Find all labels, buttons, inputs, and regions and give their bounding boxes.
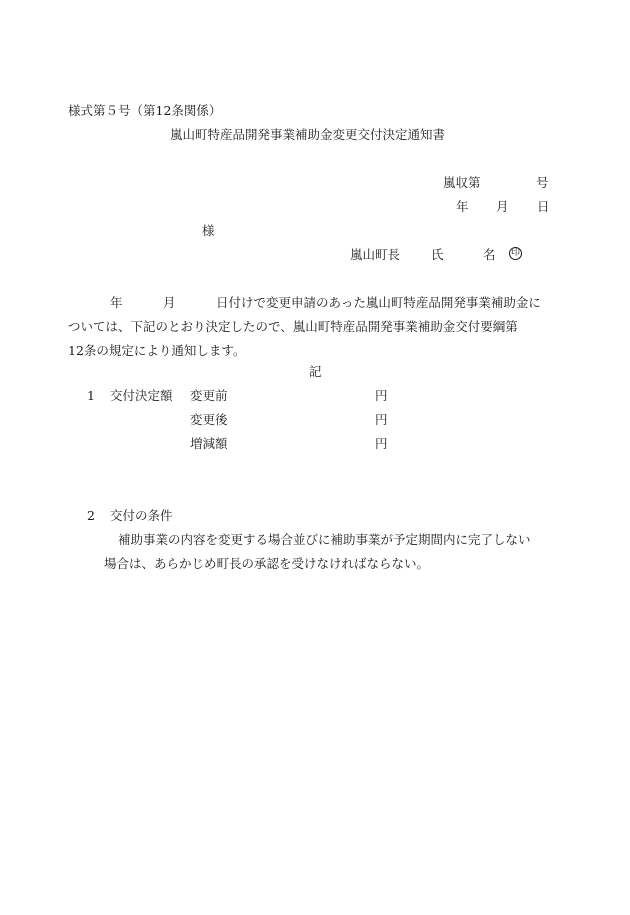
sender-mei: 名 (483, 247, 496, 262)
amount-before-unit: 円 (375, 388, 388, 403)
amount-before-label: 変更前 (190, 388, 228, 403)
item-1-number: 1 (87, 388, 95, 403)
sender-shi: 氏 (431, 247, 444, 262)
item-1-label: 交付決定額 (110, 388, 173, 403)
body-year: 年 (110, 295, 123, 310)
item-2-text-line1: 補助事業の内容を変更する場合並びに補助事業が予定期間内に完了しない (118, 532, 531, 547)
sender-title: 嵐山町長 (350, 247, 401, 262)
item-2-label: 交付の条件 (110, 508, 173, 523)
amount-after-unit: 円 (375, 412, 388, 427)
item-2-text-line2: 場合は、あらかじめ町長の承認を受けなければならない。 (104, 556, 430, 571)
date-day: 日 (537, 199, 550, 214)
ki-heading: 記 (309, 364, 322, 379)
body-line3: 12条の規定により通知します。 (68, 343, 246, 358)
amount-after-label: 変更後 (190, 412, 228, 427)
doc-number-prefix: 嵐収第 (443, 175, 481, 190)
addressee-suffix: 様 (202, 223, 215, 238)
amount-diff-label: 増減額 (190, 436, 228, 451)
seal-mark: 印 (510, 248, 520, 258)
body-line1-rest: 日付けで変更申請のあった嵐山町特産品開発事業補助金に (216, 295, 541, 310)
doc-number-suffix: 号 (536, 175, 549, 190)
form-label: 様式第５号（第12条関係） (68, 103, 222, 118)
date-year: 年 (456, 199, 469, 214)
body-month: 月 (163, 295, 176, 310)
body-line2: ついては、下記のとおり決定したので、嵐山町特産品開発事業補助金交付要綱第 (68, 319, 518, 334)
item-2-number: 2 (87, 508, 95, 523)
document-title: 嵐山町特産品開発事業補助金変更交付決定通知書 (170, 127, 446, 142)
date-month: 月 (496, 199, 509, 214)
amount-diff-unit: 円 (375, 436, 388, 451)
